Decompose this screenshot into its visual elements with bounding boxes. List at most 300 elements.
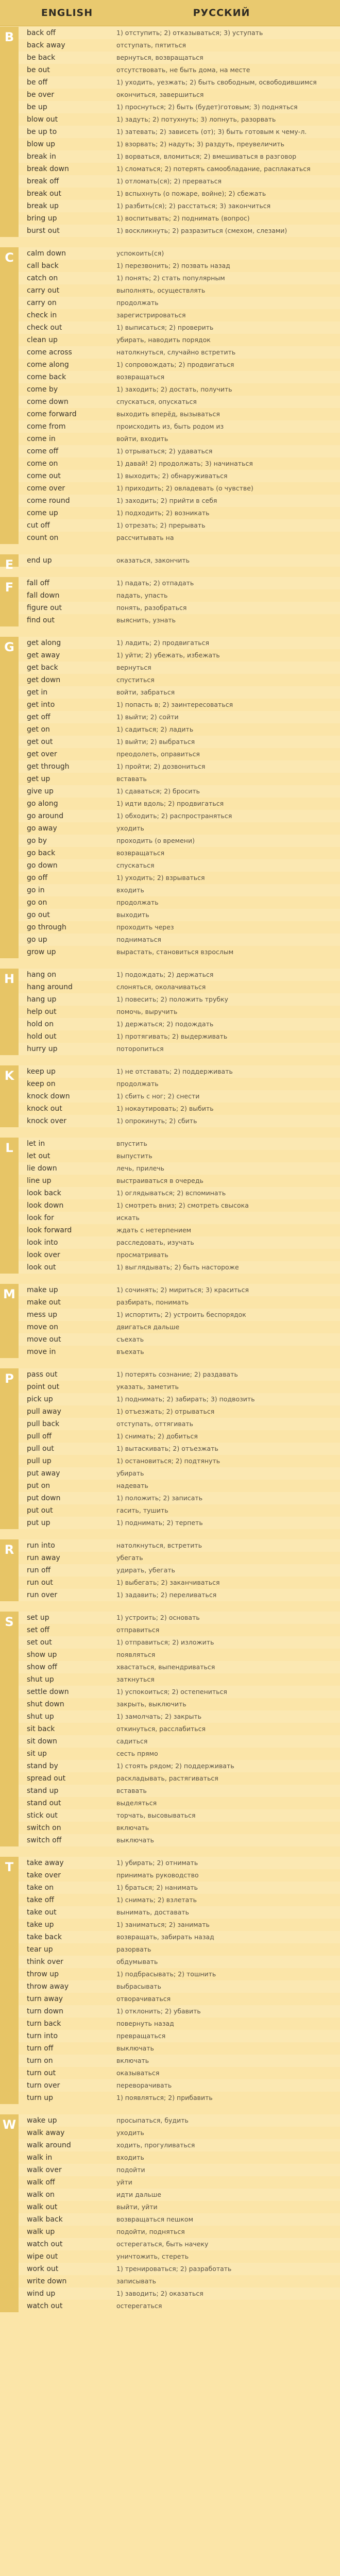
english-phrase: spread out (27, 1774, 66, 1783)
english-phrase: knock out (27, 1105, 62, 1113)
table-row (0, 2055, 340, 2067)
russian-translation: указать, заметить (116, 1383, 179, 1391)
table-row (0, 2263, 340, 2275)
table-row (0, 822, 340, 835)
table-row (0, 1030, 340, 1043)
english-phrase: turn over (27, 2081, 60, 2090)
russian-translation: вернуться (116, 664, 151, 671)
english-phrase: make up (27, 1286, 58, 1294)
table-row (0, 39, 340, 52)
russian-translation: 1) уходить, уезжать; 2) быть свободным, освободившимся (116, 78, 317, 86)
russian-translation: 1) повесить; 2) положить трубку (116, 995, 229, 1003)
english-phrase: go out (27, 911, 50, 919)
russian-translation: 1) разбить(ся); 2) расстаться; 3) закончиться (116, 202, 271, 210)
table-row (0, 1090, 340, 1103)
russian-translation: 1) воспитывать; 2) поднимать (вопрос) (116, 214, 250, 222)
russian-translation: 1) тренироваться; 2) разработать (116, 2265, 232, 2273)
english-phrase: calm down (27, 249, 66, 258)
russian-translation: ждать с нетерпением (116, 1226, 192, 1234)
table-row (0, 2213, 340, 2226)
section-letter: L (5, 1141, 13, 1155)
section-rows (0, 2114, 340, 2312)
english-phrase: pull out (27, 1445, 54, 1453)
russian-translation: заткнуться (116, 1675, 155, 1683)
table-row (0, 113, 340, 126)
english-phrase: stand up (27, 1787, 59, 1795)
russian-translation: просыпаться, будить (116, 2116, 189, 2124)
english-phrase: be back (27, 54, 56, 62)
russian-translation: продолжать (116, 899, 159, 906)
section-letter: F (5, 580, 14, 595)
table-row (0, 359, 340, 371)
russian-translation: проходить через (116, 923, 174, 931)
russian-translation: 1) уходить; 2) взрываться (116, 874, 205, 882)
table-row (0, 1284, 340, 1296)
russian-translation: 1) сопровождать; 2) продвигаться (116, 361, 234, 368)
russian-translation: уходить (116, 2129, 144, 2137)
russian-translation: выбрасывать (116, 1982, 161, 1990)
english-phrase: switch on (27, 1824, 61, 1832)
russian-translation: 1) садиться; 2) ладить (116, 725, 194, 733)
english-phrase: pick up (27, 1395, 53, 1403)
section-letter: T (5, 1860, 14, 1874)
table-row (0, 2275, 340, 2287)
russian-translation: 1) пройти; 2) дозвониться (116, 762, 206, 770)
table-row (0, 2114, 340, 2127)
table-row (0, 1368, 340, 1381)
russian-translation: спуститься (116, 676, 155, 684)
english-phrase: fall off (27, 579, 49, 587)
russian-translation: входить (116, 2154, 144, 2161)
table-row (0, 200, 340, 212)
russian-translation: 1) отрезать; 2) прерывать (116, 521, 206, 529)
english-phrase: get on (27, 725, 50, 734)
russian-translation: 1) опрокинуть; 2) сбить (116, 1117, 197, 1125)
section-rows (0, 247, 340, 544)
russian-translation: 1) подождать; 2) держаться (116, 971, 214, 978)
table-row (0, 723, 340, 736)
russian-translation: 1) потерять сознание; 2) раздавать (116, 1370, 238, 1378)
english-phrase: run over (27, 1591, 58, 1599)
russian-translation: 1) отправиться; 2) изложить (116, 1638, 214, 1646)
letter-column (0, 969, 19, 1055)
table-row (0, 1150, 340, 1162)
english-phrase: hang around (27, 983, 73, 991)
section-letter: R (4, 1543, 14, 1557)
english-phrase: take off (27, 1896, 54, 1904)
section-rows (0, 1368, 340, 1529)
russian-translation: 1) сдаваться; 2) бросить (116, 787, 200, 795)
english-phrase: come on (27, 460, 58, 468)
table-row (0, 1175, 340, 1187)
russian-translation: 1) задуть; 2) потухнуть; 3) лопнуть, разорвать (116, 115, 276, 123)
table-row (0, 1906, 340, 1919)
english-phrase: take away (27, 1859, 64, 1867)
table-row (0, 909, 340, 921)
section-letter: W (2, 2117, 16, 2132)
russian-translation: падать, упасть (116, 591, 168, 599)
russian-translation: 1) уйти; 2) убежать, избежать (116, 651, 220, 659)
table-row (0, 1894, 340, 1906)
russian-translation: выходить (116, 911, 149, 919)
table-row (0, 1772, 340, 1785)
russian-translation: 1) нокаутировать; 2) выбить (116, 1105, 214, 1112)
english-phrase: count on (27, 534, 59, 542)
letter-column (0, 1368, 19, 1529)
russian-translation: удирать, убегать (116, 1566, 176, 1574)
letter-column (0, 1138, 19, 1274)
table-row (0, 748, 340, 760)
russian-translation: 1) отклонить; 2) убавить (116, 2007, 201, 2015)
english-phrase: get through (27, 762, 70, 771)
russian-translation: выпустить (116, 1152, 152, 1160)
russian-translation: 1) подбрасывать; 2) тошнить (116, 1970, 216, 1978)
english-phrase: work out (27, 2265, 59, 2273)
english-phrase: write down (27, 2277, 67, 2285)
russian-translation: 1) идти вдоль; 2) продвигаться (116, 800, 224, 807)
english-phrase: set off (27, 1626, 50, 1634)
table-row (0, 1577, 340, 1589)
russian-translation: подойти, подняться (116, 2228, 185, 2235)
english-phrase: pull off (27, 1432, 52, 1440)
letter-section (0, 1612, 340, 1846)
letter-column (0, 637, 19, 958)
table-row (0, 1065, 340, 1078)
table-row (0, 637, 340, 649)
russian-translation: 1) падать; 2) отпадать (116, 579, 194, 587)
english-phrase: move out (27, 1335, 61, 1344)
table-header (0, 0, 340, 26)
english-phrase: blow up (27, 140, 56, 148)
table-row (0, 946, 340, 958)
english-phrase: look out (27, 1263, 56, 1272)
russian-translation: 1) заводить; 2) оказаться (116, 2290, 203, 2297)
russian-translation: 1) поднимать; 2) терпеть (116, 1519, 203, 1527)
table-row (0, 1430, 340, 1443)
english-phrase: go through (27, 923, 66, 931)
english-phrase: take back (27, 1933, 62, 1941)
english-phrase: run out (27, 1579, 53, 1587)
table-row (0, 2005, 340, 2018)
table-row (0, 1673, 340, 1686)
russian-translation: 1) вытаскивать; 2) отъезжать (116, 1445, 218, 1452)
table-row (0, 519, 340, 532)
russian-translation: спускаться (116, 861, 155, 869)
table-row (0, 662, 340, 674)
english-phrase: go away (27, 824, 57, 833)
english-phrase: get over (27, 750, 57, 758)
table-row (0, 138, 340, 150)
english-phrase: move in (27, 1348, 56, 1356)
table-row (0, 1993, 340, 2005)
table-row (0, 1249, 340, 1261)
table-row (0, 2238, 340, 2250)
english-phrase: put up (27, 1519, 50, 1527)
english-phrase: watch out (27, 2302, 63, 2310)
russian-translation: закрыть, выключить (116, 1700, 186, 1708)
english-phrase: carry out (27, 286, 60, 295)
section-letter: E (5, 557, 14, 572)
english-phrase: turn up (27, 2094, 53, 2102)
table-row (0, 872, 340, 884)
table-row (0, 433, 340, 445)
russian-translation: 1) проснуться; 2) быть (будет)готовым; 3) подняться (116, 103, 298, 111)
english-phrase: be off (27, 78, 48, 87)
russian-translation: появляться (116, 1651, 156, 1658)
letter-section (0, 969, 340, 1055)
russian-translation: спускаться, опускаться (116, 398, 197, 405)
russian-translation: вырастать, становиться взрослым (116, 948, 234, 956)
russian-translation: 1) сломаться; 2) потерять самообладание, расплакаться (116, 165, 311, 173)
table-row (0, 2042, 340, 2055)
russian-translation: помочь, выручить (116, 1008, 178, 1015)
table-row (0, 1224, 340, 1236)
table-row (0, 2018, 340, 2030)
english-phrase: break up (27, 202, 59, 210)
table-row (0, 101, 340, 113)
russian-translation: 1) взорвать; 2) надуть; 3) раздуть, преувеличить (116, 140, 284, 148)
russian-translation: возвращаться (116, 373, 165, 381)
table-row (0, 457, 340, 470)
table-row (0, 1869, 340, 1882)
english-phrase: get up (27, 775, 50, 783)
table-row (0, 1748, 340, 1760)
english-phrase: get away (27, 651, 60, 659)
table-row (0, 1103, 340, 1115)
english-phrase: take on (27, 1884, 54, 1892)
english-phrase: turn out (27, 2069, 56, 2077)
english-phrase: keep on (27, 1080, 56, 1088)
english-phrase: get off (27, 713, 50, 721)
russian-translation: вставать (116, 775, 147, 783)
english-phrase: put out (27, 1506, 53, 1515)
russian-translation: въехать (116, 1348, 144, 1355)
table-row (0, 247, 340, 260)
english-phrase: sit up (27, 1750, 47, 1758)
table-row (0, 1162, 340, 1175)
table-row (0, 1321, 340, 1333)
table-row (0, 1480, 340, 1492)
english-phrase: figure out (27, 604, 62, 612)
russian-translation: 1) стоять рядом; 2) поддерживать (116, 1762, 234, 1770)
letter-section (0, 1857, 340, 2104)
english-phrase: get back (27, 664, 58, 672)
letter-section (0, 637, 340, 958)
russian-translation: 1) испортить; 2) устроить беспорядок (116, 1311, 246, 1318)
russian-translation: возвращать, забирать назад (116, 1933, 214, 1941)
english-phrase: hurry up (27, 1045, 58, 1053)
english-phrase: be up (27, 103, 47, 111)
english-phrase: knock down (27, 1092, 70, 1100)
english-phrase: get into (27, 701, 55, 709)
russian-translation: выяснить, узнать (116, 616, 176, 624)
russian-translation: 1) выйти; 2) выбраться (116, 738, 195, 745)
table-row (0, 1919, 340, 1931)
letter-section (0, 1284, 340, 1358)
russian-translation: 1) держаться; 2) подождать (116, 1020, 214, 1028)
table-row (0, 396, 340, 408)
russian-translation: 1) заходить; 2) прийти в себя (116, 497, 217, 504)
table-row (0, 1943, 340, 1956)
table-row (0, 2189, 340, 2201)
english-phrase: throw up (27, 1970, 59, 1978)
table-row (0, 2151, 340, 2164)
section-rows (0, 1612, 340, 1846)
english-phrase: sit down (27, 1737, 57, 1745)
table-row (0, 334, 340, 346)
table-row (0, 297, 340, 309)
section-letter: G (4, 640, 14, 654)
table-row (0, 1698, 340, 1710)
russian-translation: 1) протягивать; 2) выдерживать (116, 1032, 228, 1040)
table-row (0, 52, 340, 64)
letter-section (0, 1368, 340, 1529)
russian-translation: натолкнуться, встретить (116, 1541, 202, 1549)
russian-translation: проходить (о времени) (116, 837, 195, 844)
english-phrase: go around (27, 812, 64, 820)
table-row (0, 835, 340, 847)
table-row (0, 163, 340, 175)
table-row (0, 1649, 340, 1661)
table-row (0, 1492, 340, 1504)
english-phrase: sit back (27, 1725, 55, 1733)
english-phrase: come in (27, 435, 56, 443)
table-row (0, 1980, 340, 1993)
russian-translation: 1) заниматься; 2) занимать (116, 1921, 210, 1928)
russian-translation: 1) ладить; 2) продвигаться (116, 639, 210, 647)
letter-section (0, 577, 340, 626)
english-phrase: give up (27, 787, 54, 795)
russian-translation: принимать руководство (116, 1871, 199, 1879)
english-phrase: pass out (27, 1370, 58, 1379)
table-row (0, 773, 340, 785)
table-row (0, 981, 340, 993)
russian-translation: ходить, прогуливаться (116, 2141, 195, 2149)
table-row (0, 212, 340, 225)
english-phrase: blow out (27, 115, 58, 124)
english-phrase: call back (27, 262, 59, 270)
table-row (0, 554, 340, 567)
english-phrase: shut up (27, 1675, 54, 1684)
table-row (0, 76, 340, 89)
table-row (0, 150, 340, 163)
table-row (0, 2164, 340, 2176)
english-phrase: walk off (27, 2178, 55, 2187)
table-row (0, 482, 340, 495)
english-phrase: go down (27, 861, 58, 870)
table-row (0, 2201, 340, 2213)
english-phrase: let out (27, 1152, 50, 1160)
russian-translation: уничтожить, стереть (116, 2252, 189, 2260)
russian-translation: 1) попасть в; 2) заинтересоваться (116, 701, 233, 708)
table-row (0, 1636, 340, 1649)
table-row (0, 1785, 340, 1797)
section-rows (0, 27, 340, 237)
english-phrase: clean up (27, 336, 58, 344)
english-phrase: knock over (27, 1117, 67, 1125)
english-phrase: move on (27, 1323, 58, 1331)
english-phrase: get in (27, 688, 48, 697)
table-row (0, 64, 340, 76)
table-row (0, 1043, 340, 1055)
english-phrase: hang on (27, 971, 57, 979)
english-phrase: pull back (27, 1420, 60, 1428)
english-phrase: check out (27, 324, 62, 332)
table-row (0, 1797, 340, 1809)
letter-section (0, 1138, 340, 1274)
english-phrase: come out (27, 472, 61, 480)
english-phrase: come round (27, 497, 70, 505)
english-phrase: settle down (27, 1688, 69, 1696)
russian-translation: входить (116, 886, 144, 894)
russian-translation: 1) замолчать; 2) закрыть (116, 1713, 202, 1720)
russian-translation: понять, разобраться (116, 604, 187, 612)
russian-translation: 1) понять; 2) стать популярным (116, 274, 225, 282)
table-row (0, 309, 340, 321)
russian-translation: 1) положить; 2) записать (116, 1494, 203, 1502)
table-row (0, 711, 340, 723)
english-phrase: be over (27, 91, 55, 99)
table-row (0, 2250, 340, 2263)
english-phrase: walk out (27, 2203, 58, 2211)
english-phrase: hold on (27, 1020, 54, 1028)
letter-column (0, 577, 19, 626)
russian-translation: происходить из, быть родом из (116, 422, 224, 430)
russian-translation: 1) остановиться; 2) подтянуть (116, 1457, 220, 1465)
russian-translation: остерегаться (116, 2302, 162, 2310)
russian-translation: возвращаться (116, 849, 165, 857)
english-phrase: come by (27, 385, 58, 394)
russian-translation: отступать, оттягивать (116, 1420, 194, 1428)
russian-translation: съехать (116, 1335, 144, 1343)
english-phrase: pull away (27, 1408, 61, 1416)
english-phrase: make out (27, 1298, 61, 1307)
table-row (0, 1564, 340, 1577)
verbs-table (0, 27, 340, 2576)
table-row (0, 602, 340, 614)
russian-translation: подниматься (116, 936, 161, 943)
english-phrase: walk on (27, 2191, 55, 2199)
english-phrase: stand out (27, 1799, 61, 1807)
table-row (0, 1212, 340, 1224)
english-phrase: look forward (27, 1226, 72, 1234)
russian-translation: обдумывать (116, 1958, 158, 1965)
russian-translation: выключать (116, 1836, 154, 1844)
english-phrase: show up (27, 1651, 57, 1659)
letter-column (0, 2114, 19, 2312)
table-row (0, 532, 340, 544)
table-row (0, 470, 340, 482)
letter-column (0, 247, 19, 544)
table-row (0, 1346, 340, 1358)
section-letter: C (5, 250, 14, 265)
table-row (0, 1199, 340, 1212)
english-phrase: walk away (27, 2129, 65, 2137)
letter-column (0, 1539, 19, 1601)
russian-translation: 1) обходить; 2) распространяться (116, 812, 232, 820)
russian-translation: разбирать, понимать (116, 1298, 189, 1306)
english-phrase: break out (27, 190, 62, 198)
table-row (0, 1710, 340, 1723)
russian-translation: 1) воскликнуть; 2) разразиться (смехом, слезами) (116, 227, 287, 234)
english-phrase: end up (27, 556, 52, 565)
table-row (0, 371, 340, 383)
english-phrase: pull up (27, 1457, 52, 1465)
english-phrase: go up (27, 936, 47, 944)
english-phrase: turn off (27, 2044, 54, 2053)
russian-translation: хвастаться, выпендриваться (116, 1663, 215, 1671)
table-row (0, 1333, 340, 1346)
